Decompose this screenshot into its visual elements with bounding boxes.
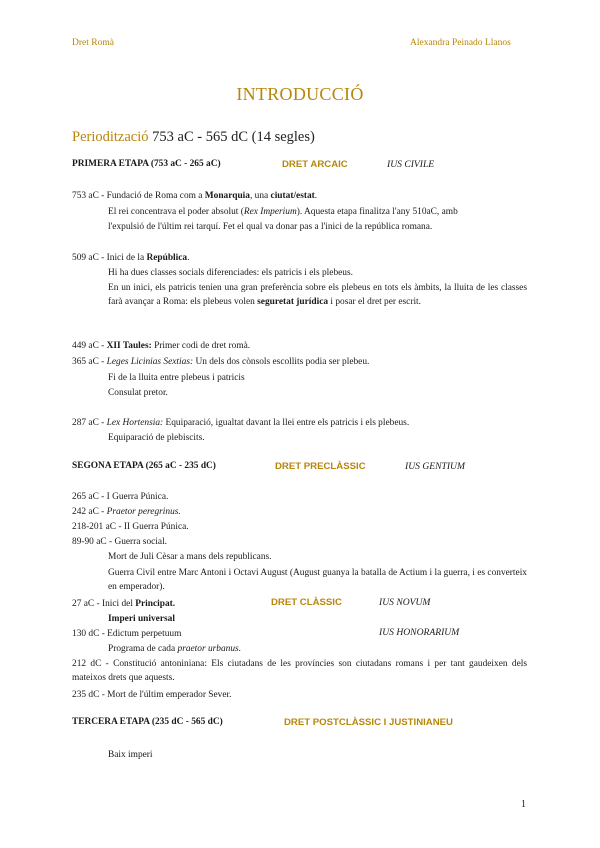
stage3-label: TERCERA ETAPA (235 dC - 565 dC)	[72, 717, 223, 727]
event-365-line3: Consulat pretor.	[108, 388, 168, 398]
stage1-label: PRIMERA ETAPA (753 aC - 265 aC)	[72, 159, 221, 169]
ius-honorarium: IUS HONORARIUM	[379, 627, 460, 638]
event-287-line2: Equiparació de plebiscits.	[108, 433, 205, 443]
event-235: 235 dC - Mort de l'últim emperador Sever.	[72, 690, 232, 700]
event-365: 365 aC - Leges Licinias Sextias: Un dels dos cònsols escollits podia ser plebeu.	[72, 357, 370, 367]
stage2-label: SEGONA ETAPA (265 aC - 235 dC)	[72, 461, 216, 471]
event-242: 242 aC - Praetor peregrinus.	[72, 507, 181, 517]
event-130: 130 dC - Edictum perpetuum	[72, 629, 182, 639]
stage1-dret: DRET ARCAIC	[282, 159, 348, 170]
event-365-line2: Fi de la lluita entre plebeus i patricis	[108, 373, 245, 383]
ius-novum: IUS NOVUM	[379, 597, 431, 608]
event-27: 27 aC - Inici del Principat.	[72, 599, 176, 609]
stage2-ius: IUS GENTIUM	[405, 461, 465, 472]
event-509-line3: En un inici, els patricis tenien una gran preferència sobre els plebeus en tots els àmbits, la lluita de les classes farà avançar a Roma: els plebeus volen seguretat jurídica i posar el dret per escrit.	[108, 283, 527, 307]
periodization-range: 753 aC - 565 dC (14 segles)	[152, 129, 315, 145]
dret-classic: DRET CLÀSSIC	[271, 597, 342, 608]
header-right: Alexandra Peinado Llanos	[410, 38, 511, 48]
page-number: 1	[521, 799, 526, 810]
event-753-line2: El rei concentrava el poder absolut (Rex Imperium). Aquesta etapa finalitza l'any 510aC, amb	[108, 207, 458, 217]
event-265: 265 aC - I Guerra Púnica.	[72, 492, 169, 502]
event-753-line3: l'expulsió de l'últim rei tarquí. Fet el qual va donar pas a l'inici de la república romana.	[108, 222, 433, 232]
periodization	[72, 129, 315, 146]
stage1-ius: IUS CIVILE	[387, 159, 435, 170]
event-287: 287 aC - Lex Hortensia: Equiparació, igualtat davant la llei entre els patricis i els plebeus.	[72, 418, 410, 428]
event-509-line2: Hi ha dues classes socials diferenciades: els patricis i els plebeus.	[108, 268, 353, 278]
event-89: 89-90 aC - Guerra social.	[72, 537, 168, 547]
stage2-dret: DRET PRECLÀSSIC	[275, 461, 366, 472]
event-218: 218-201 aC - II Guerra Púnica.	[72, 522, 189, 532]
event-130-line2: Programa de cada praetor urbanus.	[108, 644, 242, 654]
event-89-line3: Guerra Civil entre Marc Antoni i Octavi August (August guanya la batalla de Actium i la guerra, i es converteix en emperador).	[108, 568, 527, 592]
event-212: 212 dC - Constitució antoniniana: Els ciutadans de les províncies son ciutadans romans i per tant gaudeixen dels mateixos drets que aquests.	[72, 659, 527, 683]
event-89-line2: Mort de Juli Cèsar a mans dels republicans.	[108, 552, 272, 562]
baix-imperi: Baix imperi	[108, 750, 153, 760]
event-27-line2: Imperi universal	[108, 614, 175, 624]
event-509: 509 aC - Inici de la República.	[72, 253, 190, 263]
page-title: INTRODUCCIÓ	[236, 84, 364, 104]
header-left: Dret Romà	[72, 38, 114, 48]
stage3-dret: DRET POSTCLÀSSIC I JUSTINIANEU	[284, 717, 453, 728]
event-449: 449 aC - XII Taules: Primer codi de dret romà.	[72, 341, 251, 351]
periodization-label: Periodització	[72, 129, 149, 145]
event-753: 753 aC - Fundació de Roma com a Monarquia, una ciutat/estat.	[72, 191, 318, 201]
